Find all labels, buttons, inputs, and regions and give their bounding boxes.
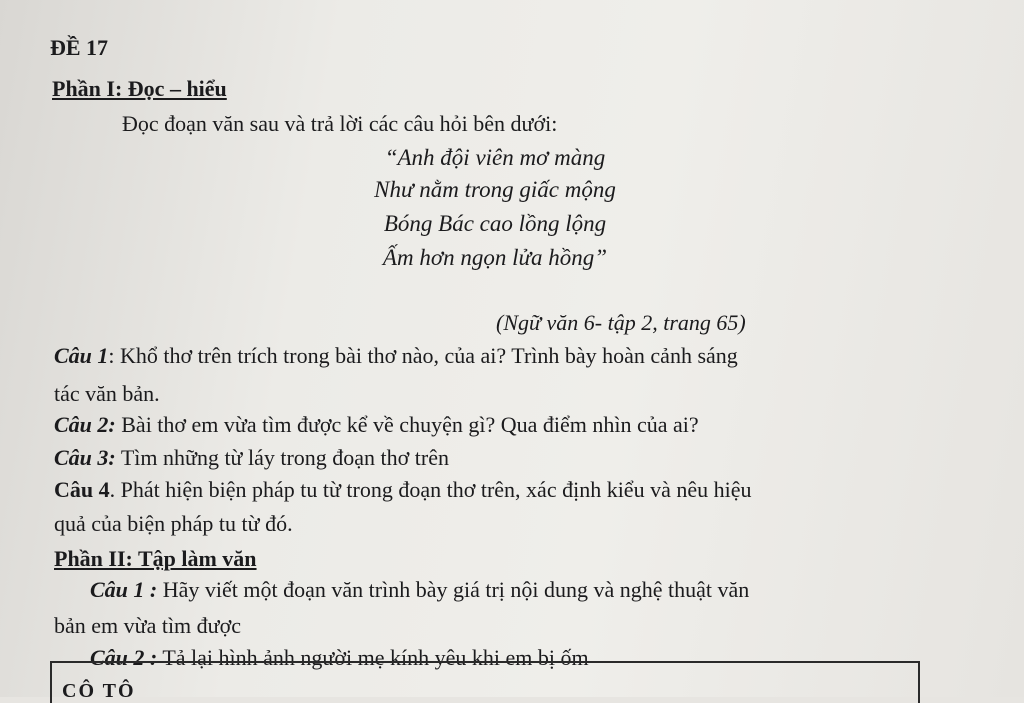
- question-1-continued: tác văn bản.: [54, 381, 160, 406]
- poem-source: (Ngữ văn 6- tập 2, trang 65): [496, 310, 746, 335]
- part1-heading: Phần I: Đọc – hiểu: [52, 76, 227, 101]
- next-section-label: CÔ TÔ: [62, 680, 136, 702]
- question-4: [54, 476, 751, 504]
- part2-question-1-continued: bản em vừa tìm được: [54, 613, 241, 638]
- question-1: [54, 342, 738, 370]
- question-3-text: Tìm những từ láy trong đoạn thơ trên: [115, 445, 450, 470]
- part2-question-2-label: Câu 2 :: [90, 645, 158, 670]
- question-2-label: Câu 2:: [54, 412, 116, 437]
- question-2-text: Bài thơ em vừa tìm được kể về chuyện gì? Qua điểm nhìn của ai?: [115, 412, 699, 437]
- part2-question-1: [90, 576, 749, 604]
- question-4-continued: quả của biện pháp tu từ đó.: [54, 511, 293, 536]
- part2-question-1-label: Câu 1 :: [90, 577, 158, 602]
- question-3: [54, 444, 449, 472]
- question-1-label: Câu 1: [54, 343, 109, 368]
- poem-line-1: “Anh đội viên mơ màng: [384, 145, 606, 170]
- exam-title: ĐỀ 17: [50, 35, 109, 60]
- question-2: [54, 411, 699, 439]
- question-4-text: . Phát hiện biện pháp tu từ trong đoạn thơ trên, xác định kiểu và nêu hiệu: [109, 477, 752, 502]
- poem-line-2: Như nằm trong giấc mộng: [374, 177, 616, 202]
- question-4-label: Câu 4: [54, 477, 110, 502]
- poem-line-4: Ấm hơn ngọn lửa hồng”: [382, 245, 608, 270]
- question-1-text: : Khổ thơ trên trích trong bài thơ nào, của ai? Trình bày hoàn cảnh sáng: [108, 343, 738, 368]
- poem-line-3: Bóng Bác cao lồng lộng: [383, 211, 607, 236]
- question-3-label: Câu 3:: [54, 445, 116, 470]
- instruction-text: Đọc đoạn văn sau và trả lời các câu hỏi bên dưới:: [122, 111, 558, 136]
- part2-heading: Phần II: Tập làm văn: [54, 546, 257, 571]
- part2-question-1-text: Hãy viết một đoạn văn trình bày giá trị nội dung và nghệ thuật văn: [157, 577, 750, 602]
- part2-question-2-text: Tả lại hình ảnh người mẹ kính yêu khi em bị ốm: [157, 645, 589, 670]
